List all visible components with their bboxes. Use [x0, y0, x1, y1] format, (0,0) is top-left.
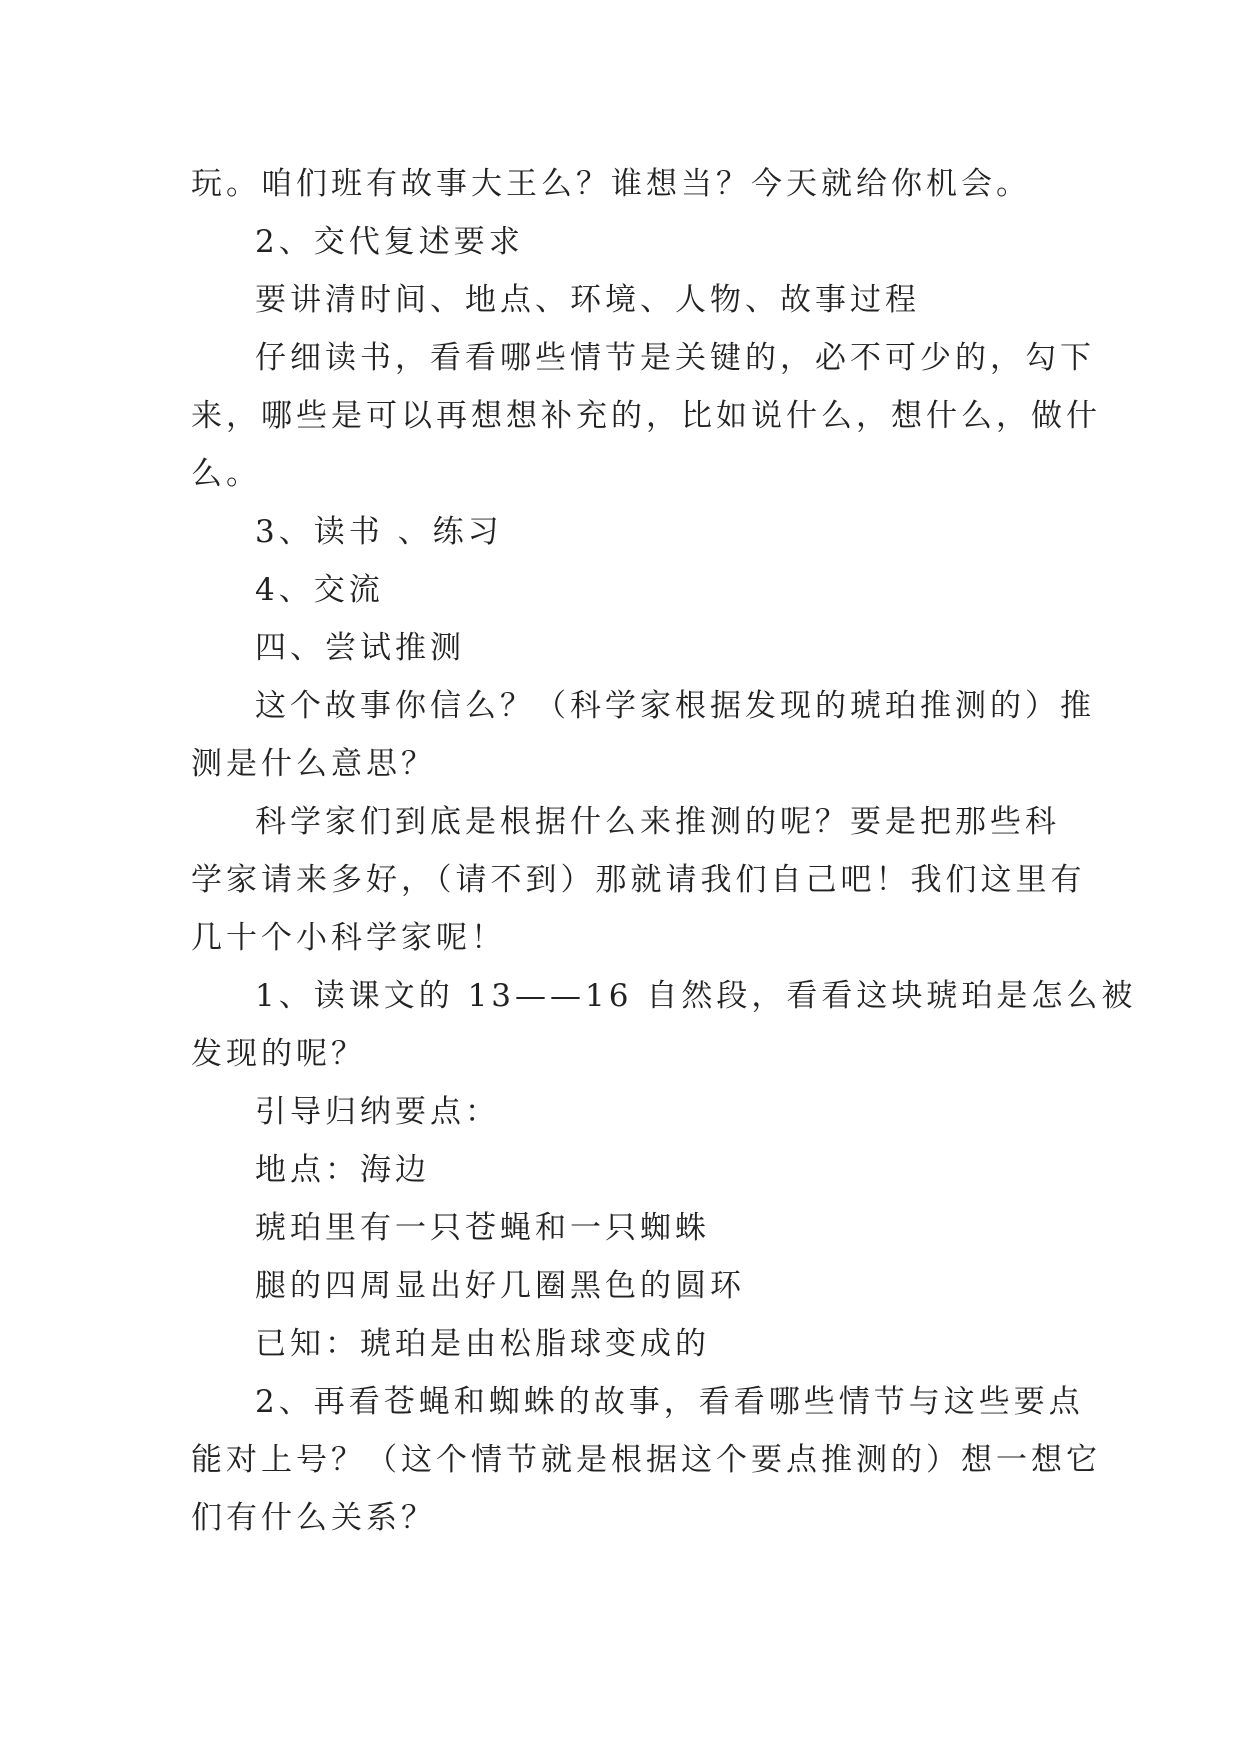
text-line: 腿的四周显出好几圈黑色的圆环 [255, 1268, 745, 1304]
text-line: 能对上号？（这个情节就是根据这个要点推测的）想一想它 [191, 1442, 1101, 1478]
text-line: 2、再看苍蝇和蜘蛛的故事，看看哪些情节与这些要点 [255, 1384, 1084, 1420]
text-line: 2、交代复述要求 [255, 224, 524, 260]
text-line: 们有什么关系？ [191, 1500, 436, 1536]
text-line: 已知：琥珀是由松脂球变成的 [255, 1326, 710, 1362]
text-line: 学家请来多好，（请不到）那就请我们自己吧！我们这里有 [191, 862, 1086, 898]
text-line: 测是什么意思？ [191, 746, 436, 782]
text-line: 这个故事你信么？（科学家根据发现的琥珀推测的）推 [255, 688, 1095, 724]
text-line: 玩。咱们班有故事大王么？谁想当？今天就给你机会。 [191, 166, 1031, 202]
text-line: 要讲清时间、地点、环境、人物、故事过程 [255, 282, 920, 318]
text-line: 发现的呢？ [191, 1036, 366, 1072]
text-line: 仔细读书，看看哪些情节是关键的，必不可少的，勾下 [255, 340, 1095, 376]
text-line: 1、读课文的 13——16 自然段，看看这块琥珀是怎么被 [255, 978, 1137, 1014]
text-line: 几十个小科学家呢！ [191, 920, 506, 956]
text-line: 来，哪些是可以再想想补充的，比如说什么，想什么，做什 [191, 398, 1101, 434]
text-line: 3、读书 、练习 [255, 514, 503, 550]
text-line: 么。 [191, 456, 261, 492]
text-line: 科学家们到底是根据什么来推测的呢？要是把那些科 [255, 804, 1060, 840]
text-line: 4、交流 [255, 572, 384, 608]
text-line: 引导归纳要点： [255, 1094, 500, 1130]
section-heading: 四、尝试推测 [255, 630, 465, 666]
text-line: 琥珀里有一只苍蝇和一只蜘蛛 [255, 1210, 710, 1246]
text-line: 地点：海边 [255, 1152, 430, 1188]
